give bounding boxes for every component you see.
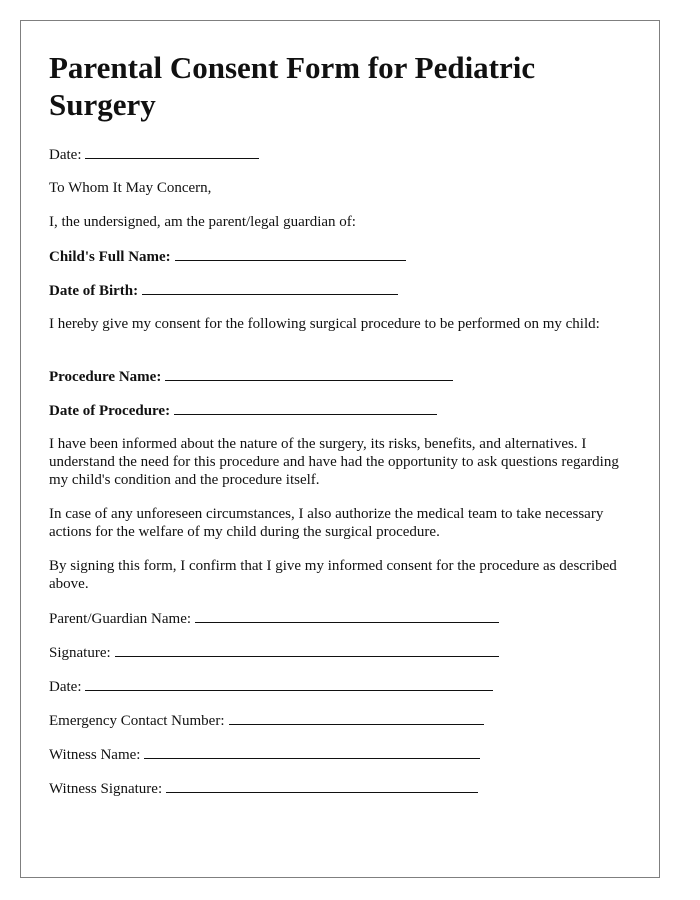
procedure-date-label: Date of Procedure: [49,403,171,419]
witness-name-blank[interactable] [144,745,480,759]
emergency-authorization-text: In case of any unforeseen circumstances, I also authorize the medical team to take necessary actions for the welfare of my child during the surgical procedure. [49,506,604,540]
date-label: Date: [49,147,82,163]
sign-date-label: Date: [49,679,82,695]
signature-label: Signature: [49,645,111,661]
signature-field [49,643,634,662]
guardian-name-field [49,609,634,628]
sign-date-blank[interactable] [85,677,493,691]
child-name-field [49,247,634,266]
procedure-name-field [49,367,634,386]
confirmation-text: By signing this form, I confirm that I give my informed consent for the procedure as described above. [49,558,617,592]
sign-date-field [49,677,634,696]
emergency-contact-label: Emergency Contact Number: [49,713,225,729]
consent-text: I hereby give my consent for the following surgical procedure to be performed on my child: [49,316,600,332]
dob-field [49,281,634,300]
witness-name-label: Witness Name: [49,747,141,763]
witness-signature-field [49,779,634,798]
procedure-date-blank[interactable] [174,401,437,415]
salutation: To Whom It May Concern, [49,180,212,196]
dob-label: Date of Birth: [49,283,139,299]
date-field [49,145,634,164]
witness-signature-blank[interactable] [166,779,478,793]
witness-name-field [49,745,634,764]
signature-blank[interactable] [115,643,499,657]
consent-form-page [20,20,660,878]
guardian-name-blank[interactable] [195,609,499,623]
emergency-contact-blank[interactable] [229,711,484,725]
procedure-name-label: Procedure Name: [49,369,162,385]
informed-text: I have been informed about the nature of the surgery, its risks, benefits, and alternatives. I understand the need for this procedure and have had the opportunity to ask questions regarding my child's condition and the procedure itself. [49,436,619,488]
procedure-date-field [49,401,634,420]
witness-signature-label: Witness Signature: [49,781,163,797]
dob-blank[interactable] [142,281,398,295]
intro-text: I, the undersigned, am the parent/legal guardian of: [49,214,356,230]
form-title: Parental Consent Form for Pediatric Surgery [49,50,536,122]
guardian-name-label: Parent/Guardian Name: [49,611,192,627]
date-blank[interactable] [85,145,259,159]
child-name-label: Child's Full Name: [49,249,171,265]
child-name-blank[interactable] [175,247,406,261]
emergency-contact-field [49,711,634,730]
procedure-name-blank[interactable] [165,367,453,381]
